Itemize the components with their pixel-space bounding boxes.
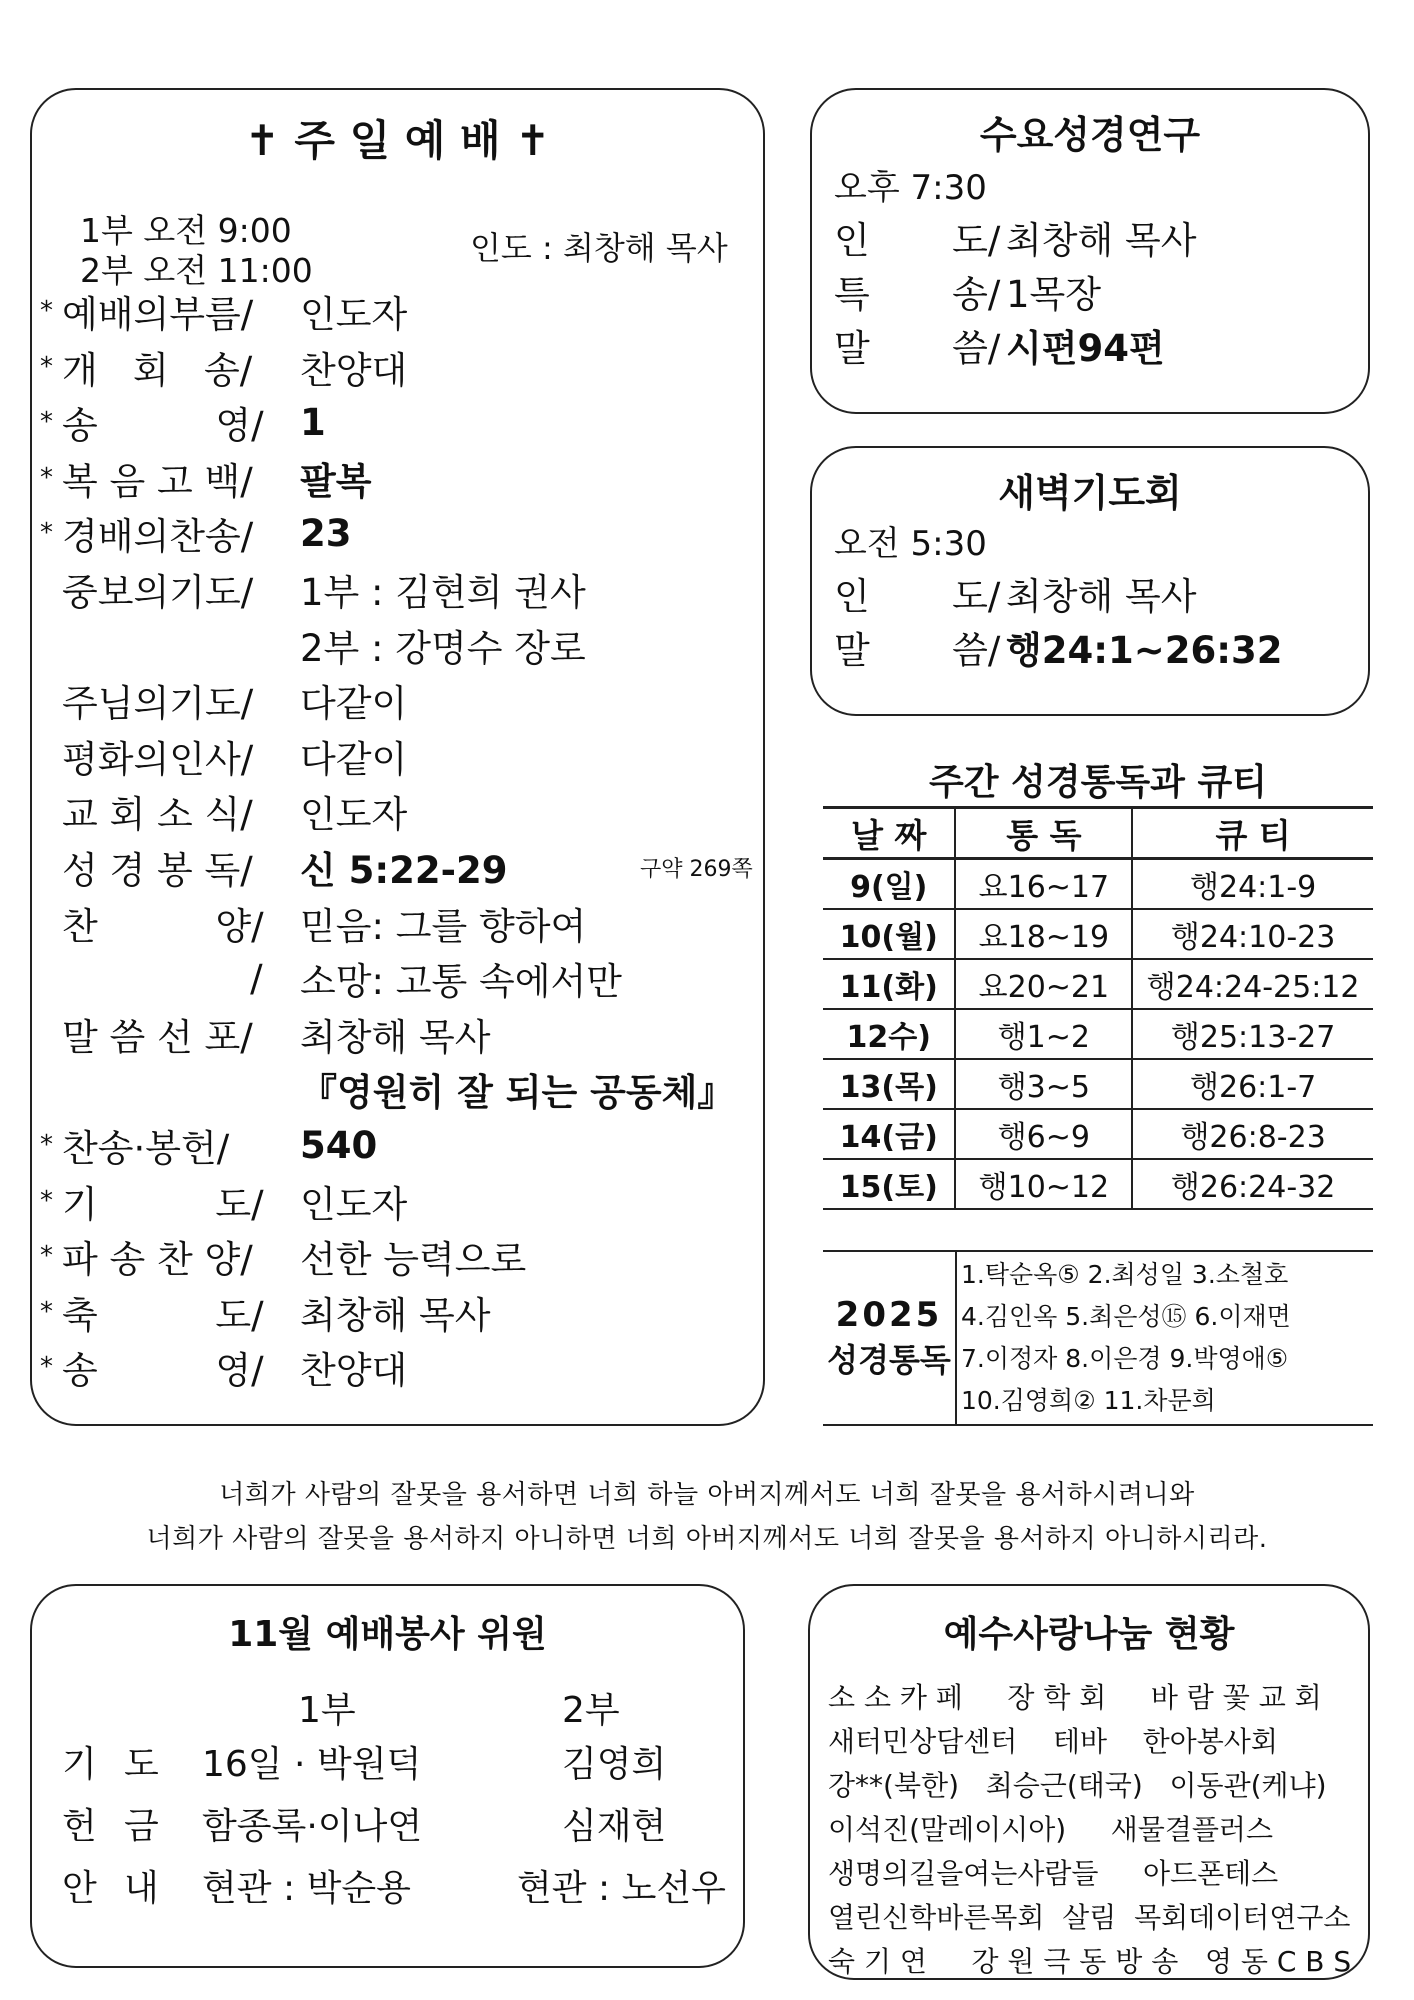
table-row [823,909,1373,959]
worship-item [40,285,407,337]
worship-item [40,841,753,893]
col-header-2: 2부 [562,1690,620,1731]
required-star: * [40,518,53,549]
worship-item-value: 팔복 [300,459,372,503]
wednesday-study-box [810,88,1370,414]
worship-item-value: 1 [300,400,326,444]
worship-item [40,341,407,393]
worship-item [40,897,586,949]
worship-item [40,674,407,726]
info-value: 1목장 [1006,273,1102,316]
info-line [834,318,1165,372]
worship-item-value: 선한 능력으로 [300,1238,527,1282]
table-header: 날 짜 [823,808,955,859]
worship-item-value: 『영원히 잘 되는 공동체』 [300,1071,735,1115]
sharing-line: 이석진(말레이시아) 새물결플러스 [828,1813,1274,1846]
worship-item [40,1175,407,1227]
table-cell: 요18~19 [955,909,1132,959]
table-cell: 12수) [823,1009,955,1059]
worship-item-label: 기 도/ [62,1182,264,1226]
info-label: 특 송/ [834,273,1001,316]
november-service-box [30,1584,745,1968]
service-time-2: 2부 오전 11:00 [80,251,313,290]
worship-item-value: 최창해 목사 [300,1293,491,1337]
info-line [834,620,1283,674]
table-cell: 10(월) [823,909,955,959]
required-star: * [40,1352,53,1383]
reading-name-line: 10.김영희② 11.차문희 [961,1386,1216,1415]
info-label: 인 도/ [834,219,1001,262]
info-value: 시편94편 [1006,327,1165,370]
worship-item [40,452,371,504]
table-cell: 9(일) [823,859,955,910]
worship-item-label: / [62,956,263,1000]
worship-item-value: 인도자 [300,293,408,336]
worship-item-label: 찬 양/ [62,904,264,948]
table-cell: 행24:10-23 [1132,909,1373,959]
reading-name-line: 1.탁순옥⑤ 2.최성일 3.소철호 [961,1260,1289,1289]
sharing-title: 예수사랑나눔 현황 [943,1614,1235,1655]
worship-item [40,563,586,615]
worship-item-label: 파 송 찬 양/ [62,1238,253,1282]
dawn-time: 오전 5:30 [834,524,987,564]
service-cell: 내 [124,1868,159,1909]
table-header: 큐 티 [1132,808,1373,859]
reading-year: 2025 [835,1295,943,1335]
table-cell: 행10~12 [955,1159,1132,1209]
service-cell: 기 [62,1744,97,1785]
sunday-worship-box [30,88,765,1426]
info-line [834,210,1196,264]
info-line [834,264,1101,318]
col-header-1: 1부 [298,1690,356,1731]
worship-item [40,507,352,559]
table-row [823,1009,1373,1059]
worship-item-value: 23 [300,511,352,555]
table-cell: 행25:13-27 [1132,1009,1373,1059]
sunday-title: ✝ 주 일 예 배 ✝ [244,116,551,165]
service-cell: 심재현 [562,1806,667,1847]
verse-line-2: 너희가 사람의 잘못을 용서하지 아니하면 너희 아버지께서도 너희 잘못을 용서하지 아니하시리라. [146,1524,1268,1554]
reading-page-note: 구약 269쪽 [640,856,753,882]
table-cell: 행26:1-7 [1132,1059,1373,1109]
info-line [834,566,1196,620]
info-label: 인 도/ [834,575,1001,618]
worship-item [40,396,326,448]
info-label: 말 씀/ [834,327,1001,370]
service-time-1: 1부 오전 9:00 [80,211,292,250]
table-row [823,1109,1373,1159]
worship-item-label: 평화의인사/ [62,737,254,781]
worship-item-value: 소망: 고통 속에서만 [300,960,622,1004]
service-cell: 현관 : 박순용 [202,1868,411,1909]
table-cell: 행26:8-23 [1132,1109,1373,1159]
worship-item-value: 다같이 [300,737,408,781]
required-star: * [40,351,53,382]
worship-item-label: 예배의부름/ [62,293,254,336]
table-cell: 행3~5 [955,1059,1132,1109]
table-cell: 행1~2 [955,1009,1132,1059]
info-label: 말 씀/ [834,629,1001,672]
required-star: * [40,1130,53,1160]
service-cell: 현관 : 노선우 [517,1868,726,1909]
verse-line-1: 너희가 사람의 잘못을 용서하면 너희 하늘 아버지께서도 너희 잘못을 용서하시려니와 [219,1480,1195,1510]
worship-item-label: 송 영/ [62,1349,264,1393]
required-star: * [40,1296,53,1327]
worship-item-label: 축 도/ [62,1293,264,1337]
sharing-box [808,1584,1370,1980]
worship-item [40,619,586,671]
sharing-line: 생명의길을여는사람들 아드폰테스 [828,1857,1279,1890]
service-cell: 안 [62,1868,97,1909]
worship-item [40,785,407,837]
worship-item-label: 성 경 봉 독/ [62,849,253,892]
weekly-reading-table [823,806,1373,1210]
reading-name-line: 7.이정자 8.이은경 9.박영애⑤ [961,1344,1289,1373]
sunday-leader: 인도 : 최창해 목사 [470,229,728,267]
table-cell: 행24:1-9 [1132,859,1373,910]
worship-item-value: 다같이 [300,682,408,726]
service-cell: 김영희 [562,1744,667,1785]
worship-item [40,730,407,782]
worship-item-value: 신 5:22-29 [300,849,508,892]
reading-2025-heading [823,1252,957,1424]
table-cell: 13(목) [823,1059,955,1109]
required-star: * [40,296,53,326]
service-cell: 헌 [62,1806,97,1847]
worship-item-label: 주님의기도/ [62,682,254,726]
worship-item-label: 개 회 송/ [62,348,253,392]
info-value: 행24:1~26:32 [1006,629,1283,672]
reading-names [961,1254,1291,1422]
worship-item-label: 찬송·봉헌/ [62,1127,230,1170]
worship-item [40,1119,377,1171]
dawn-prayer-box [810,446,1370,716]
worship-item-label: 경배의찬송/ [62,515,254,559]
worship-item-value: 인도자 [300,1182,408,1226]
table-header: 통 독 [955,808,1132,859]
sharing-line: 열린신학바른목회 살림 목회데이터연구소 [828,1901,1351,1934]
worship-item-label: 송 영/ [62,404,264,448]
november-title: 11월 예배봉사 위원 [228,1614,547,1655]
worship-item-value: 인도자 [300,793,408,837]
table-row [823,859,1373,910]
worship-item [40,1008,490,1060]
worship-item-value: 찬양대 [300,1349,408,1393]
worship-item-label: 중보의기도/ [62,571,254,614]
service-cell: 도 [124,1744,159,1785]
worship-item-label: 복 음 고 백/ [62,459,253,503]
worship-item-value: 2부 : 강명수 장로 [300,626,586,670]
reading-2025-box [823,1250,1373,1426]
sharing-line: 강**(북한) 최승근(태국) 이동관(케냐) [828,1769,1327,1802]
table-cell: 요20~21 [955,959,1132,1009]
dawn-title: 새벽기도회 [998,471,1182,515]
required-star: * [40,1185,53,1216]
worship-item-label: 교 회 소 식/ [62,793,253,837]
table-row [823,1059,1373,1109]
worship-item-value: 540 [300,1123,378,1167]
service-cell: 16일 · 박원덕 [202,1744,422,1785]
wednesday-time: 오후 7:30 [834,168,987,208]
weekly-reading-title: 주간 성경통독과 큐티 [928,762,1268,803]
reading-label: 성경통독 [827,1341,951,1379]
sharing-line: 소 소 카 페 장 학 회 바 람 꽃 교 회 [828,1681,1322,1714]
table-cell: 행26:24-32 [1132,1159,1373,1209]
worship-item [40,952,622,1004]
table-cell: 15(토) [823,1159,955,1209]
sharing-line: 새터민상담센터 테바 한아봉사회 [828,1725,1278,1758]
required-star: * [40,1241,53,1272]
table-cell: 요16~17 [955,859,1132,910]
worship-item-value: 1부 : 김현희 권사 [300,571,586,614]
worship-item [40,1063,734,1115]
table-cell: 14(금) [823,1109,955,1159]
worship-item [40,1286,490,1338]
reading-name-line: 4.김인옥 5.최은성⑮ 6.이재면 [961,1302,1291,1331]
table-cell: 행24:24-25:12 [1132,959,1373,1009]
required-star: * [40,462,53,493]
info-value: 최창해 목사 [1006,575,1197,618]
table-row [823,1159,1373,1209]
info-value: 최창해 목사 [1006,219,1197,262]
worship-item-label: 말 씀 선 포/ [62,1015,253,1059]
required-star: * [40,407,53,438]
worship-item [40,1341,407,1393]
worship-item [40,1230,526,1282]
service-cell: 금 [124,1806,159,1847]
worship-item-value: 믿음: 그를 향하여 [300,904,587,948]
sharing-line: 숙 기 연 강 원 극 동 방 송 영 동 C B S [828,1945,1352,1978]
wednesday-title: 수요성경연구 [979,113,1201,157]
worship-item-value: 최창해 목사 [300,1015,491,1059]
service-cell: 함종록·이나연 [202,1806,423,1847]
worship-item-value: 찬양대 [300,348,408,392]
table-row [823,959,1373,1009]
table-cell: 행6~9 [955,1109,1132,1159]
table-cell: 11(화) [823,959,955,1009]
